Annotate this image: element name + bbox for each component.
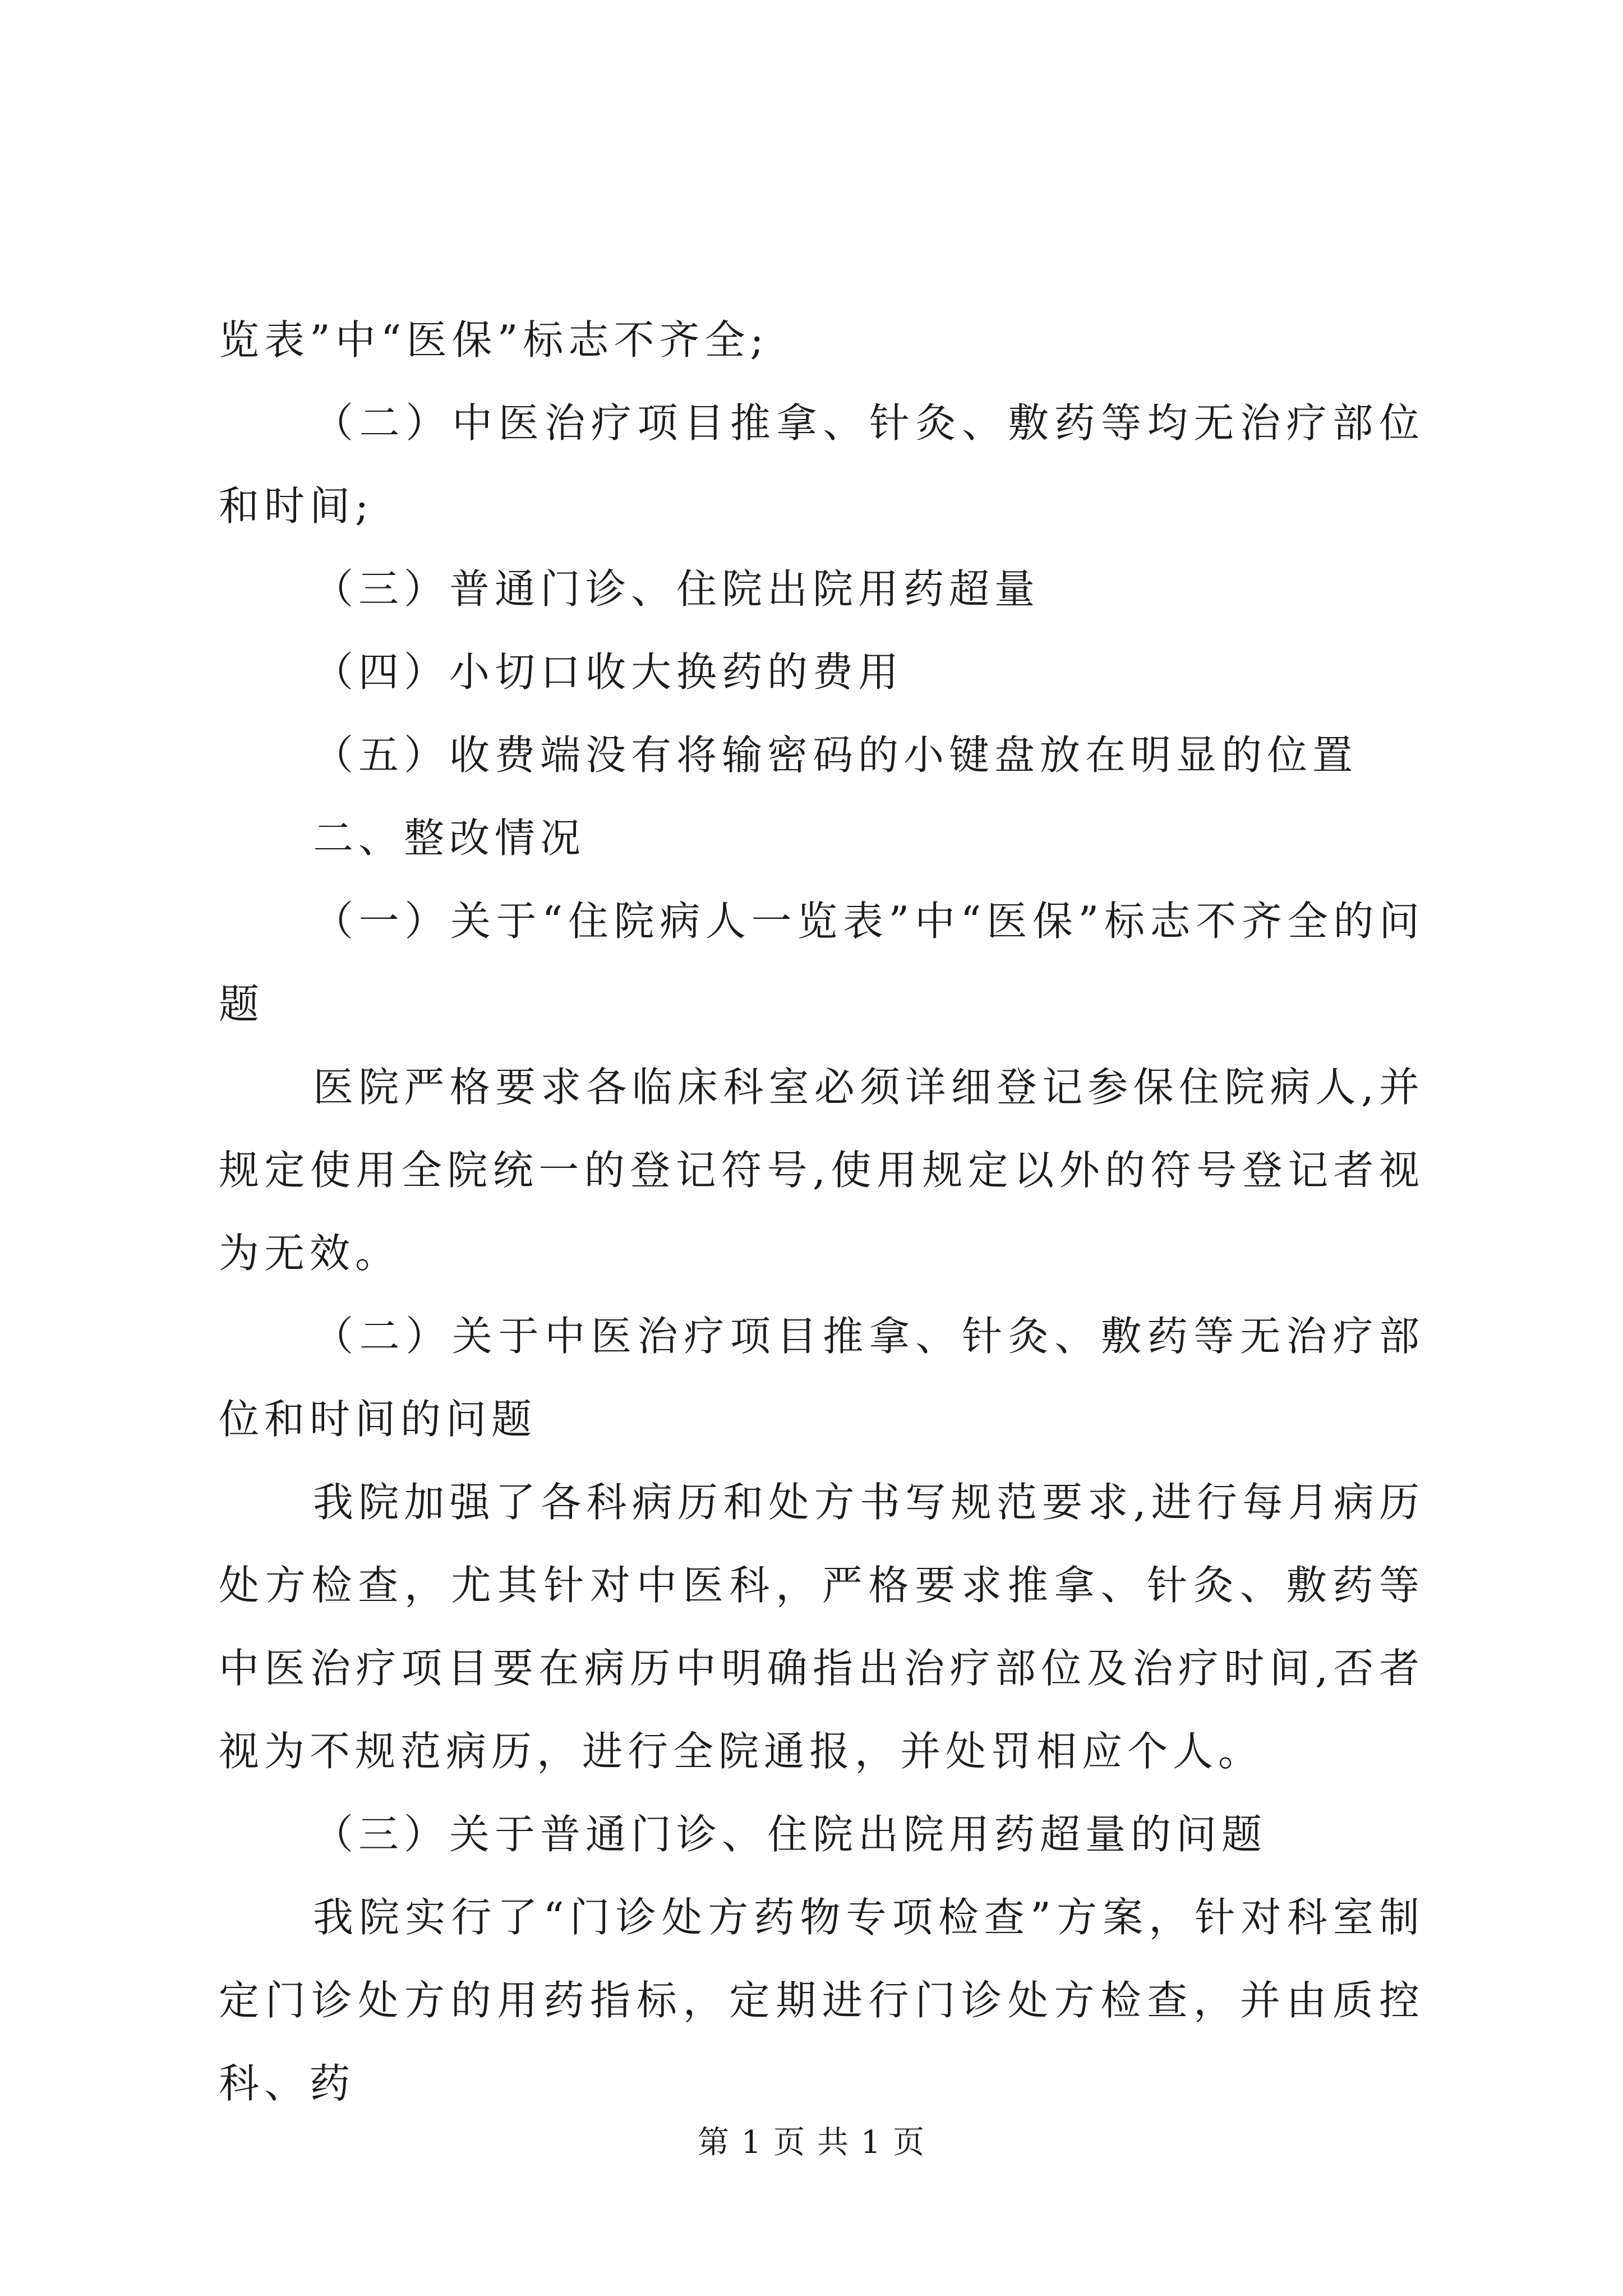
paragraph-6: （一）关于“住院病人一览表”中“医保”标志不齐全的问题 — [219, 898, 1424, 1028]
paragraph-3: （四）小切口收大换药的费用 — [313, 648, 904, 696]
paragraph-8: （二）关于中医治疗项目推拿、针灸、敷药等无治疗部位和时间的问题 — [219, 1313, 1424, 1443]
paragraph-9: 我院加强了各科病历和处方书写规范要求,进行每月病历处方检查，尤其针对中医科，严格要求推拿、针灸、敷药等中医治疗项目要在病历中明确指出治疗部位及治疗时间,否者视为不规范病历，进行全院通报，并处罚相应个人。 — [219, 1479, 1424, 1775]
paragraph-11: 我院实行了“门诊处方药物专项检查”方案，针对科室制定门诊处方的用药指标，定期进行门诊处方检查，并由质控科、药 — [219, 1894, 1424, 2107]
paragraph-4: （五）收费端没有将输密码的小键盘放在明显的位置 — [313, 731, 1358, 779]
paragraph-10: （三）关于普通门诊、住院出院用药超量的问题 — [313, 1811, 1267, 1858]
paragraph-2: （三）普通门诊、住院出院用药超量 — [313, 565, 1040, 613]
document-body — [219, 298, 1424, 2125]
paragraph-0: 览表”中“医保”标志不齐全; — [219, 316, 769, 364]
page-number-label: 第 1 页 共 1 页 — [697, 2124, 926, 2161]
section-heading: 二、整改情况 — [313, 815, 586, 862]
page-footer — [0, 2120, 1623, 2165]
paragraph-1: （二）中医治疗项目推拿、针灸、敷药等均无治疗部位和时间; — [219, 399, 1424, 530]
paragraph-7: 医院严格要求各临床科室必须详细登记参保住院病人,并规定使用全院统一的登记符号,使用规定以外的符号登记者视为无效。 — [219, 1064, 1424, 1277]
